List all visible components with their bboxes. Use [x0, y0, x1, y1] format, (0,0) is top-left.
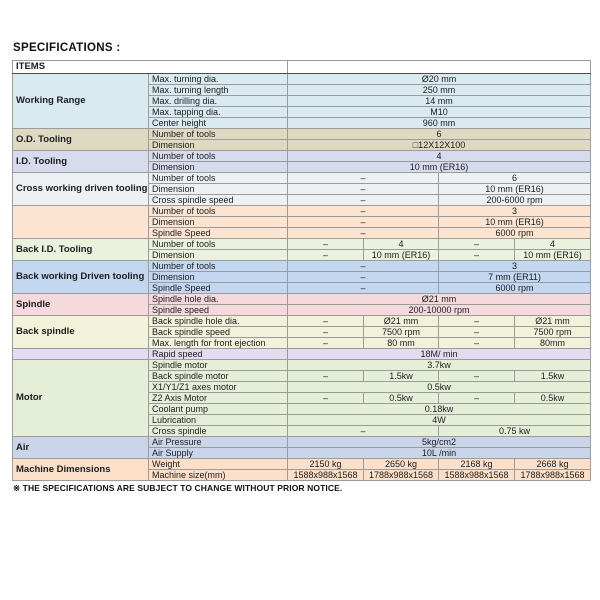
value-cell: – [288, 338, 364, 349]
table-row [13, 316, 591, 327]
value-cell: 200-6000 rpm [439, 195, 591, 206]
value-cell: – [288, 195, 439, 206]
table-row [13, 173, 591, 184]
row-item-label: Number of tools [149, 261, 288, 272]
row-item-label: Number of tools [149, 239, 288, 250]
value-cell: – [439, 327, 515, 338]
section-label: Back working Driven tooling [13, 261, 149, 294]
value-cell: 1.5kw [515, 371, 591, 382]
row-item-label: Spindle hole dia. [149, 294, 288, 305]
table-header-row [13, 61, 591, 74]
value-cell: 1788x988x1568 [364, 470, 439, 481]
value-cell: – [288, 173, 439, 184]
value-cell: 2668 kg [515, 459, 591, 470]
value-cell: 14 mm [288, 96, 591, 107]
table-row [13, 459, 591, 470]
value-cell: 7500 rpm [364, 327, 439, 338]
row-item-label: Machine size(mm) [149, 470, 288, 481]
row-item-label: Back spindle speed [149, 327, 288, 338]
row-item-label: Dimension [149, 250, 288, 261]
row-item-label: Dimension [149, 140, 288, 151]
value-cell: – [288, 261, 439, 272]
table-row [13, 261, 591, 272]
value-cell: □12X12X100 [288, 140, 591, 151]
value-cell: 4 [364, 239, 439, 250]
value-cell: 960 mm [288, 118, 591, 129]
value-cell: 1.5kw [364, 371, 439, 382]
value-cell: 10 mm (ER16) [288, 162, 591, 173]
value-cell: Ø20 mm [288, 74, 591, 85]
value-cell: 1788x988x1568 [515, 470, 591, 481]
value-cell: – [439, 338, 515, 349]
table-row [13, 74, 591, 85]
value-cell: 0.75 kw [439, 426, 591, 437]
row-item-label: Dimension [149, 162, 288, 173]
value-cell: – [288, 327, 364, 338]
section-label: O.D. Tooling [13, 129, 149, 151]
row-item-label: Number of tools [149, 151, 288, 162]
row-item-label: Max. turning dia. [149, 74, 288, 85]
row-item-label: Spindle Speed [149, 228, 288, 239]
value-cell: 3 [439, 261, 591, 272]
row-item-label: Spindle Speed [149, 283, 288, 294]
row-item-label: Number of tools [149, 173, 288, 184]
value-cell: Ø21 mm [515, 316, 591, 327]
value-cell: – [439, 250, 515, 261]
value-cell: 3.7kw [288, 360, 591, 371]
row-item-label: Max. length for front ejection [149, 338, 288, 349]
row-item-label: Coolant pump [149, 404, 288, 415]
value-cell: – [439, 393, 515, 404]
row-item-label: Back spindle motor [149, 371, 288, 382]
row-item-label: X1/Y1/Z1 axes motor [149, 382, 288, 393]
table-row [13, 151, 591, 162]
row-item-label: Max. tapping dia. [149, 107, 288, 118]
table-row [13, 349, 591, 360]
value-cell: – [288, 184, 439, 195]
row-item-label: Lubrication [149, 415, 288, 426]
row-item-label: Center height [149, 118, 288, 129]
value-cell: 4W [288, 415, 591, 426]
section-label: Motor [13, 360, 149, 437]
value-cell: – [288, 393, 364, 404]
section-label [13, 206, 149, 239]
value-cell: 4 [515, 239, 591, 250]
value-cell: – [288, 228, 439, 239]
value-cell: 0.5kw [364, 393, 439, 404]
value-cell: 250 mm [288, 85, 591, 96]
section-label: I.D. Tooling [13, 151, 149, 173]
value-cell: 3 [439, 206, 591, 217]
row-item-label: Weight [149, 459, 288, 470]
row-item-label: Dimension [149, 184, 288, 195]
value-cell: 2168 kg [439, 459, 515, 470]
table-body [13, 74, 591, 481]
value-cell: 0.5kw [515, 393, 591, 404]
section-label: Working Range [13, 74, 149, 129]
value-cell: 2650 kg [364, 459, 439, 470]
value-cell: 2150 kg [288, 459, 364, 470]
table-row [13, 294, 591, 305]
value-cell: Ø21 mm [364, 316, 439, 327]
value-cell: 6000 rpm [439, 228, 591, 239]
row-item-label: Rapid speed [149, 349, 288, 360]
row-item-label: Dimension [149, 217, 288, 228]
value-cell: – [288, 283, 439, 294]
row-item-label: Max. drilling dia. [149, 96, 288, 107]
table-row [13, 437, 591, 448]
value-cell: – [288, 217, 439, 228]
value-cell: – [439, 239, 515, 250]
value-cell: – [288, 250, 364, 261]
value-cell: – [288, 316, 364, 327]
value-cell: 10L /min [288, 448, 591, 459]
value-cell: 7500 rpm [515, 327, 591, 338]
section-label: Back I.D. Tooling [13, 239, 149, 261]
value-cell: 6000 rpm [439, 283, 591, 294]
section-label: Machine Dimensions [13, 459, 149, 481]
section-label: Back spindle [13, 316, 149, 349]
row-item-label: Air Supply [149, 448, 288, 459]
value-cell: – [288, 206, 439, 217]
value-cell: 6 [439, 173, 591, 184]
value-cell: 10 mm (ER16) [515, 250, 591, 261]
table-row [13, 206, 591, 217]
row-item-label: Back spindle hole dia. [149, 316, 288, 327]
value-cell: 80mm [515, 338, 591, 349]
row-item-label: Cross spindle speed [149, 195, 288, 206]
value-cell: 10 mm (ER16) [439, 184, 591, 195]
section-label [13, 349, 149, 360]
section-label: Cross working driven tooling [13, 173, 149, 206]
table-row [13, 129, 591, 140]
value-cell: 6 [288, 129, 591, 140]
section-label: Spindle [13, 294, 149, 316]
value-cell: 10 mm (ER16) [439, 217, 591, 228]
values-header [288, 61, 591, 74]
section-label: Air [13, 437, 149, 459]
row-item-label: Air Pressure [149, 437, 288, 448]
value-cell: 0.5kw [288, 382, 591, 393]
table-row [13, 360, 591, 371]
row-item-label: Z2 Axis Motor [149, 393, 288, 404]
row-item-label: Number of tools [149, 129, 288, 140]
row-item-label: Max. turning length [149, 85, 288, 96]
value-cell: – [439, 371, 515, 382]
value-cell: – [288, 239, 364, 250]
value-cell: 1588x988x1568 [288, 470, 364, 481]
value-cell: 200-10000 rpm [288, 305, 591, 316]
value-cell: 5kg/cm2 [288, 437, 591, 448]
value-cell: 80 mm [364, 338, 439, 349]
value-cell: 18M/ min [288, 349, 591, 360]
value-cell: M10 [288, 107, 591, 118]
footnote: ※ THE SPECIFICATIONS ARE SUBJECT TO CHANGE WITHOUT PRIOR NOTICE. [13, 483, 343, 493]
row-item-label: Spindle speed [149, 305, 288, 316]
row-item-label: Spindle motor [149, 360, 288, 371]
value-cell: 0.18kw [288, 404, 591, 415]
value-cell: 4 [288, 151, 591, 162]
value-cell: – [288, 426, 439, 437]
value-cell: – [288, 371, 364, 382]
row-item-label: Number of tools [149, 206, 288, 217]
page-title: SPECIFICATIONS : [13, 42, 121, 54]
value-cell: 7 mm (ER11) [439, 272, 591, 283]
row-item-label: Cross spindle [149, 426, 288, 437]
value-cell: 1588x988x1568 [439, 470, 515, 481]
row-item-label: Dimension [149, 272, 288, 283]
value-cell: Ø21 mm [288, 294, 591, 305]
specifications-table [12, 60, 591, 481]
value-cell: – [288, 272, 439, 283]
items-header: ITEMS [13, 61, 288, 74]
value-cell: 10 mm (ER16) [364, 250, 439, 261]
table-row [13, 239, 591, 250]
value-cell: – [439, 316, 515, 327]
